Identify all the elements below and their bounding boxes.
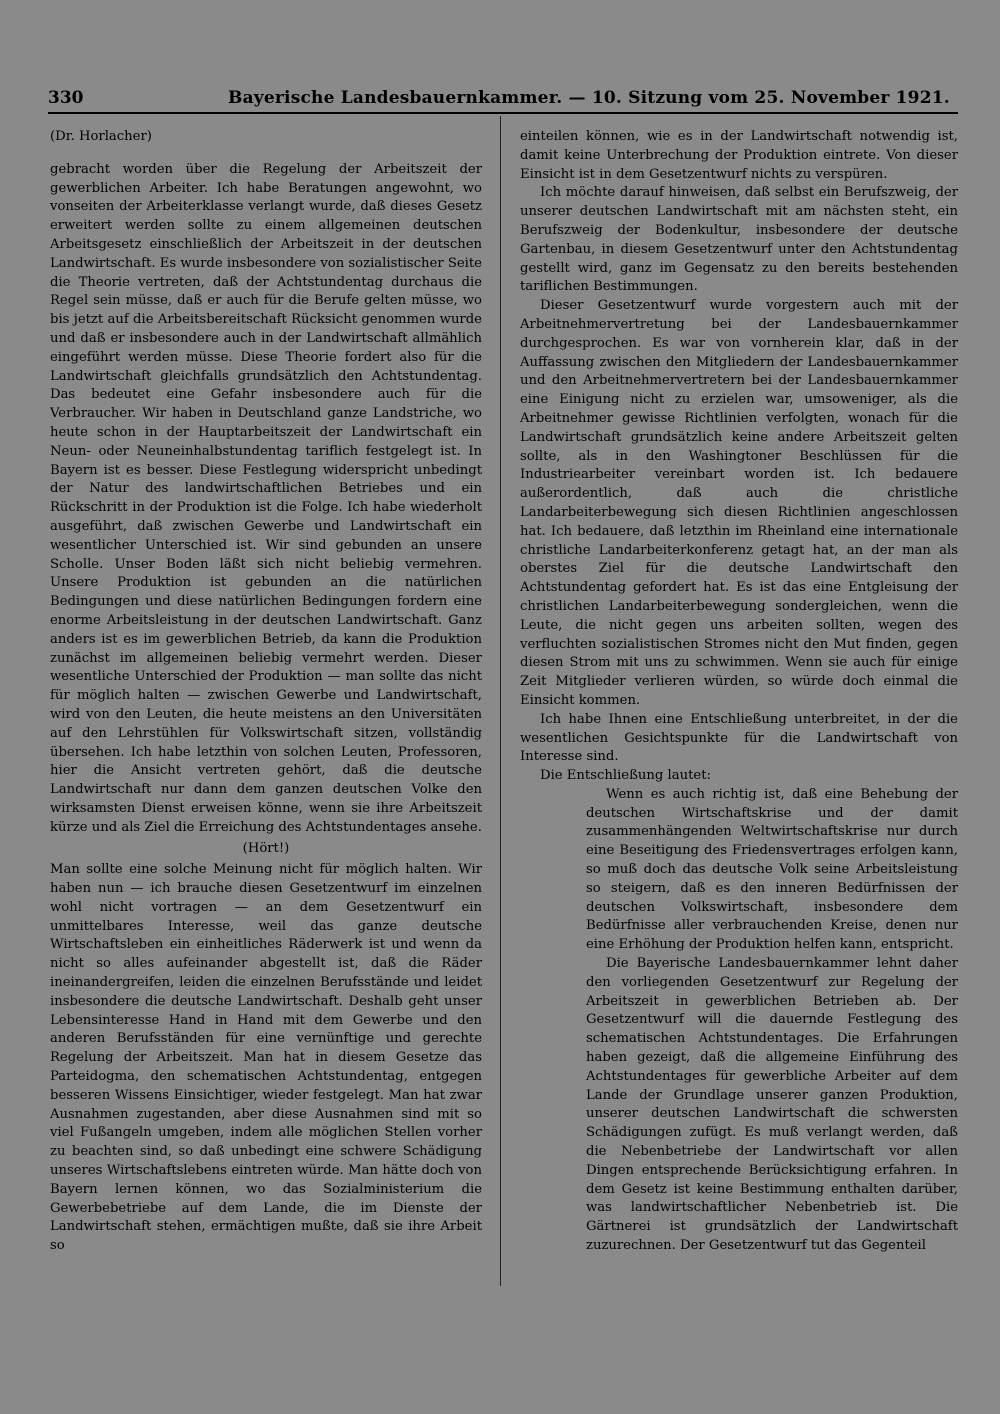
column-divider <box>500 116 501 1286</box>
page-number: 330 <box>48 88 84 108</box>
interjection: (Hört!) <box>242 841 290 857</box>
paragraph: einteilen können, wie es in der Landwirtschaft notwendig ist, damit keine Unterbrechung der Produktion eintrete. Von dieser Einsicht ist in dem Gesetzentwurf nichts zu verspüren. <box>520 129 958 182</box>
paragraph: Ich möchte darauf hinweisen, daß selbst ein Berufszweig, der unserer deutschen Landwirtschaft mit am nächsten steht, ein Berufszweig der Bodenkultur, insbesondere der deutsche Gartenbau, in diesem Gesetzentwurf unter den Achtstundentag gestellt wird, ganz im Gegensatz zu den bereits bestehenden tariflichen Bestimmungen. <box>520 185 958 295</box>
paragraph: gebracht worden über die Regelung der Arbeitszeit der gewerblichen Arbeiter. Ich habe Beratungen angewohnt, wo vonseiten der Arbeiterklasse verlangt wurde, daß dieses Gesetz erweitert werden sollte zu einem allgemeinen deutschen Arbeitsgesetz einschließlich der Arbeitszeit in der deutschen Landwirtschaft. Es wurde insbesondere von sozialistischer Seite die Theorie vertreten, daß der Achtstundentag durchaus die Regel sein müsse, daß er auch für die Berufe gelten müsse, wo bis jetzt auf die Arbeitsbereitschaft Rücksicht genommen wurde und daß er insbesondere auch in der Landwirtschaft allmählich eingeführt werden müsse. Diese Theorie fordert also für die Landwirtschaft gleichfalls grundsätzlich den Achtstundentag. Das bedeutet eine Gefahr insbesondere auch für die Verbraucher. Wir haben in Deutschland ganze Landstriche, wo heute schon in der Hauptarbeitszeit der Landwirtschaft ein Neun- oder Neuneinhalbstundentag tariflich festgelegt ist. In Bayern ist es besser. Diese Festlegung widerspricht unbedingt der Natur des landwirtschaftlichen Betriebes und ein Rückschritt in der Produktion ist die Folge. Ich habe wiederholt ausgeführt, daß zwischen Gewerbe und Landwirtschaft ein wesentlicher Unterschied ist. Wir sind gebunden an unsere Scholle. Unser Boden läßt sich nicht beliebig vermehren. Unsere Produktion ist gebunden an die natürlichen Bedingungen und diese natürlichen Bedingungen fordern eine enorme Arbeitsleistung in der deutschen Landwirtschaft. Ganz anders ist es im gewerblichen Betrieb, da kann die Produktion zunächst im allgemeinen beliebig vermehrt werden. Dieser wesentliche Unterschied der Produktion — man sollte das nicht für möglich halten — zwischen Gewerbe und Landwirtschaft, wird von den Leuten, die heute meistens an den Universitäten auf den Lehrstühlen für Volkswirtschaft sitzen, vollständig übersehen. Ich habe letzthin von solchen Leuten, Professoren, hier die Ansicht vertreten gehört, daß die deutsche Landwirtschaft nur dann dem ganzen deutschen Volke den wirksamsten Dienst erweisen könne, wenn sie ihre Arbeitszeit kürze und als Ziel die Erreichung des Achtstundentages ansehe. <box>50 161 482 835</box>
speaker-label: (Dr. Horlacher) <box>50 129 152 144</box>
resolution-quote: Die Bayerische Landesbauernkammer lehnt daher den vorliegenden Gesetzentwurf zur Regelung der Arbeitszeit in gewerblichen Betrieben ab. Der Gesetzentwurf will die dauernde Festlegung des schematischen Achtstundentages. Die Erfahrungen haben gezeigt, daß die allgemeine Einführung des Achtstundentages für gewerbliche Arbeiter auf dem Lande der Grundlage unserer ganzen Produktion, unserer deutschen Landwirtschaft die schwersten Schädigungen zufügt. Es muß verlangt werden, daß die Nebenbetriebe der Landwirtschaft vor allen Dingen entsprechende Berücksichtigung erfahren. In dem Gesetz ist keine Bestimmung enthalten darüber, was landwirtschaftlicher Nebenbetrieb ist. Die Gärtnerei ist grundsätzlich der Landwirtschaft zuzurechnen. Der Gesetzentwurf tut das Gegenteil <box>586 956 958 1254</box>
paragraph: Ich habe Ihnen eine Entschließung unterbreitet, in der die wesentlichen Gesichtspunkte für die Landwirtschaft von Interesse sind. <box>520 711 958 765</box>
resolution-quote: Wenn es auch richtig ist, daß eine Behebung der deutschen Wirtschaftskrise und der damit zusammenhängenden Weltwirtschaftskrise nur durch eine Beseitigung des Friedensvertrages erfolgen kann, so muß doch das deutsche Volk seine Arbeitsleistung so steigern, daß es den inneren Bedürfnissen der deutschen Volkswirtschaft, insbesondere dem Bedürfnisse aller verbrauchenden Kreise, denen nur eine Erhöhung der Produktion helfen kann, entspricht. <box>586 786 958 953</box>
paragraph: Dieser Gesetzentwurf wurde vorgestern auch mit der Arbeitnehmervertretung bei der Landesbauernkammer durchgesprochen. Es war von vornherein klar, daß in der Auffassung zwischen den Mitgliedern der Landesbauernkammer und den Arbeitnehmervertretern bei der Landesbauernkammer eine Einigung nicht zu erzielen war, umsoweniger, als die Arbeitnehmer gewisse Richtlinien verfolgten, wonach für die Landwirtschaft grundsätzlich keine andere Arbeitszeit gelten sollte, als in den Washingtoner Beschlüssen für die Industriearbeiter vereinbart worden ist. Ich bedauere außerordentlich, daß auch die christliche Landarbeiterbewegung sich diesen Richtlinien angeschlossen hat. Ich bedauere, daß letzthin im Rheinland eine internationale christliche Landarbeiterkonferenz getagt hat, an der man als oberstes Ziel für die deutsche Landwirtschaft den Achtstundentag gefordert hat. Es ist das eine Entgleisung der christlichen Landarbeiterbewegung sondergleichen, wenn die Leute, die nicht gegen uns arbeiten sollten, wegen des verfluchten sozialistischen Stromes nicht den Mut finden, gegen diesen Strom mit uns zu schwimmen. Wenn sie auch für einige Zeit Mitglieder verlieren würden, so würde doch einmal die Einsicht kommen. <box>520 298 958 708</box>
right-column <box>520 128 958 1256</box>
left-column <box>50 128 482 1256</box>
paragraph: Man sollte eine solche Meinung nicht für möglich halten. Wir haben nun — ich brauche diesen Gesetzentwurf im einzelnen wohl nicht vortragen — an dem Gesetzentwurf ein unmittelbares Interesse, weil das ganze deutsche Wirtschaftsleben ein einheitliches Räderwerk ist und wenn da nicht so alles aufeinander abgestellt ist, daß die Räder ineinandergreifen, leiden die einzelnen Berufsstände und leidet insbesondere die deutsche Landwirtschaft. Deshalb geht unser Lebensinteresse Hand in Hand mit dem Gewerbe und den anderen Berufsständen für eine vernünftige und gerechte Regelung der Arbeitszeit. Man hat in diesem Gesetze das Parteidogma, den schematischen Achtstundentag, entgegen besseren Wissens Einsichtiger, wieder festgelegt. Man hat zwar Ausnahmen zugestanden, aber diese Ausnahmen sind mit so viel Fußangeln umgeben, indem alle möglichen Stellen vorher zu beachten sind, so daß unbedingt eine schwere Schädigung unseres Wirtschaftslebens eintreten würde. Man hätte doch von Bayern lernen können, wo das Sozialministerium die Gewerbebetriebe auf dem Lande, die im Dienste der Landwirtschaft stehen, ermächtigen mußte, daß sie ihre Arbeit so <box>50 862 482 1254</box>
running-title: Bayerische Landesbauernkammer. — 10. Sitzung vom 25. November 1921. <box>228 88 950 108</box>
header-rule <box>48 112 958 114</box>
paragraph: Die Entschließung lautet: <box>540 768 711 784</box>
